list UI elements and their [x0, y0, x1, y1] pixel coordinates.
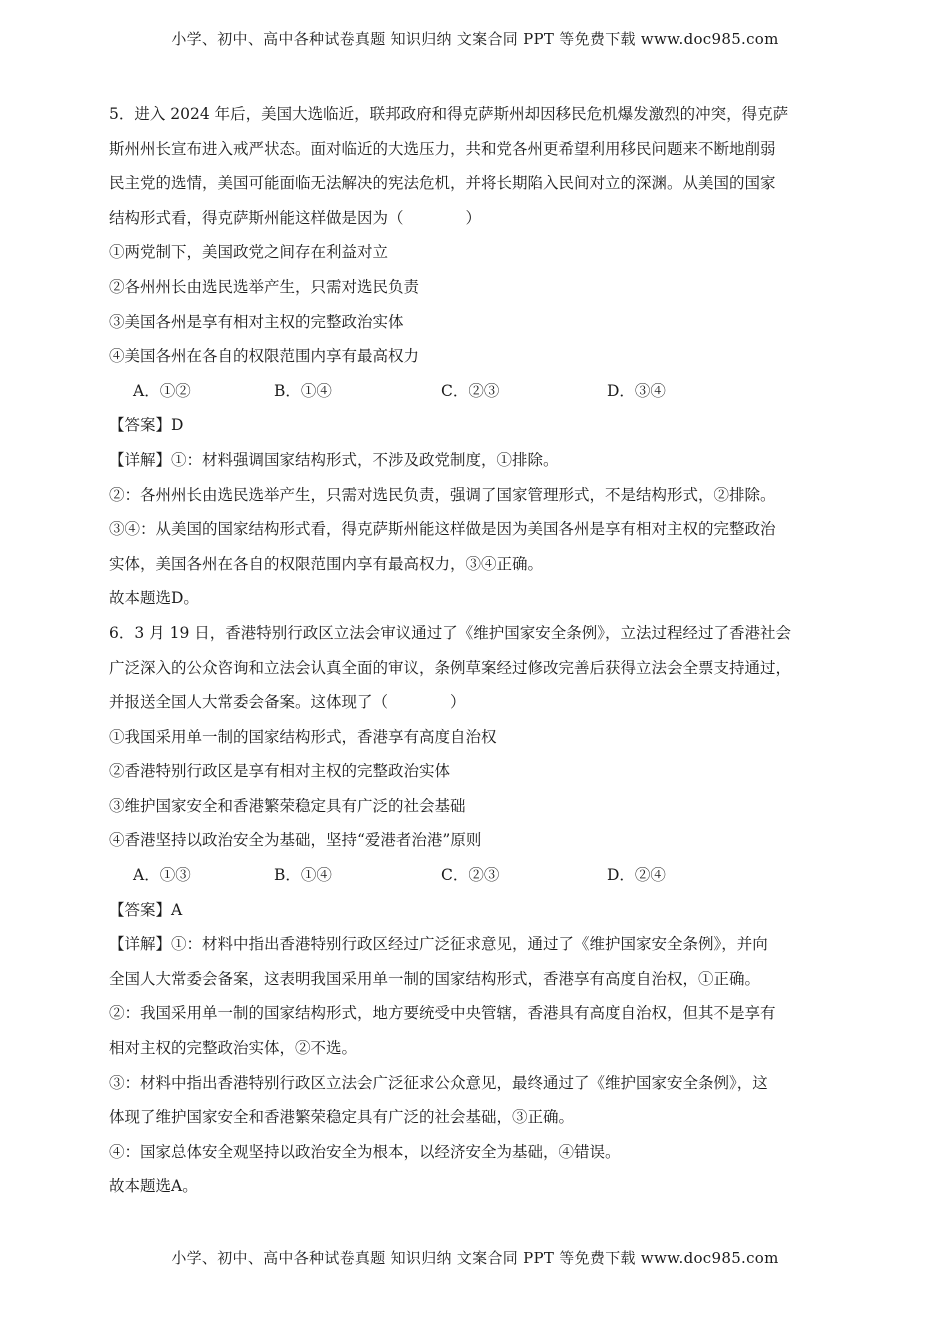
- question-stem-line: 并报送全国人大常委会备案。这体现了（ ）: [109, 693, 466, 712]
- question-stem-line: 广泛深入的公众咨询和立法会认真全面的审议，条例草案经过修改完善后获得立法会全票支持通过，: [109, 658, 792, 677]
- explanation-line: 故本题选D。: [109, 589, 199, 608]
- option-c: C．②③: [441, 381, 500, 400]
- option-a: A．①②: [133, 381, 191, 400]
- explanation-line: 【详解】①：材料强调国家结构形式，不涉及政党制度，①排除。: [109, 450, 559, 469]
- answer-options: [109, 858, 844, 893]
- question-stem-line: 民主党的选情，美国可能面临无法解决的宪法危机，并将长期陷入民间对立的深渊。从美国的国家: [109, 174, 776, 193]
- question-stem-line: 6．3 月 19 日，香港特别行政区立法会审议通过了《维护国家安全条例》，立法过程经过了香港社会: [109, 623, 791, 642]
- option-d: D．②④: [607, 866, 666, 885]
- statement-item: ③维护国家安全和香港繁荣稳定具有广泛的社会基础: [109, 796, 466, 815]
- statement-item: ④香港坚持以政治安全为基础，坚持“爱港者治港”原则: [109, 831, 482, 850]
- option-b: B．①④: [274, 381, 332, 400]
- explanation-line: 全国人大常委会备案，这表明我国采用单一制的国家结构形式，香港享有高度自治权，①正确。: [109, 969, 761, 988]
- document-body: [109, 97, 844, 1204]
- option-b: B．①④: [274, 866, 332, 885]
- statement-item: ③美国各州是享有相对主权的完整政治实体: [109, 312, 404, 331]
- question-5: [109, 97, 844, 616]
- explanation-line: 体现了维护国家安全和香港繁荣稳定具有广泛的社会基础，③正确。: [109, 1108, 575, 1127]
- explanation-line: 故本题选A。: [109, 1177, 198, 1196]
- footer-banner: 小学、初中、高中各种试卷真题 知识归纳 文案合同 PPT 等免费下载 www.doc985.com: [171, 1249, 779, 1267]
- explanation-line: ④：国家总体安全观坚持以政治安全为根本，以经济安全为基础，④错误。: [109, 1142, 621, 1161]
- explanation-line: ③④：从美国的国家结构形式看，得克萨斯州能这样做是因为美国各州是享有相对主权的完整政治: [109, 520, 776, 539]
- option-d: D．③④: [607, 381, 666, 400]
- statement-item: ①两党制下，美国政党之间存在利益对立: [109, 243, 389, 262]
- question-6: [109, 616, 844, 1204]
- answer-line: 【答案】D: [109, 416, 184, 435]
- answer-line: 【答案】A: [109, 900, 183, 919]
- header-banner: 小学、初中、高中各种试卷真题 知识归纳 文案合同 PPT 等免费下载 www.doc985.com: [171, 30, 779, 48]
- question-stem-line: 斯州州长宣布进入戒严状态。面对临近的大选压力，共和党各州更希望利用移民问题来不断地削弱: [109, 139, 776, 158]
- question-stem-line: 5．进入 2024 年后，美国大选临近，联邦政府和得克萨斯州却因移民危机爆发激烈的冲突，得克萨: [109, 105, 789, 123]
- explanation-line: ②：各州州长由选民选举产生，只需对选民负责，强调了国家管理形式，不是结构形式，②排除。: [109, 485, 776, 504]
- explanation-line: 【详解】①：材料中指出香港特别行政区经过广泛征求意见，通过了《维护国家安全条例》，并向: [109, 935, 768, 954]
- statement-item: ④美国各州在各自的权限范围内享有最高权力: [109, 347, 420, 366]
- question-stem-line: 结构形式看，得克萨斯州能这样做是因为（ ）: [109, 208, 482, 227]
- answer-options: [109, 374, 844, 409]
- option-c: C．②③: [441, 866, 500, 885]
- explanation-line: ②：我国采用单一制的国家结构形式，地方要统受中央管辖，香港具有高度自治权，但其不是享有: [109, 1004, 776, 1023]
- explanation-line: 相对主权的完整政治实体，②不选。: [109, 1039, 358, 1058]
- option-a: A．①③: [133, 866, 191, 885]
- statement-item: ②香港特别行政区是享有相对主权的完整政治实体: [109, 762, 451, 781]
- statement-item: ②各州州长由选民选举产生，只需对选民负责: [109, 277, 420, 296]
- explanation-line: ③：材料中指出香港特别行政区立法会广泛征求公众意见，最终通过了《维护国家安全条例》，这: [109, 1073, 768, 1092]
- statement-item: ①我国采用单一制的国家结构形式，香港享有高度自治权: [109, 727, 497, 746]
- explanation-line: 实体，美国各州在各自的权限范围内享有最高权力，③④正确。: [109, 554, 544, 573]
